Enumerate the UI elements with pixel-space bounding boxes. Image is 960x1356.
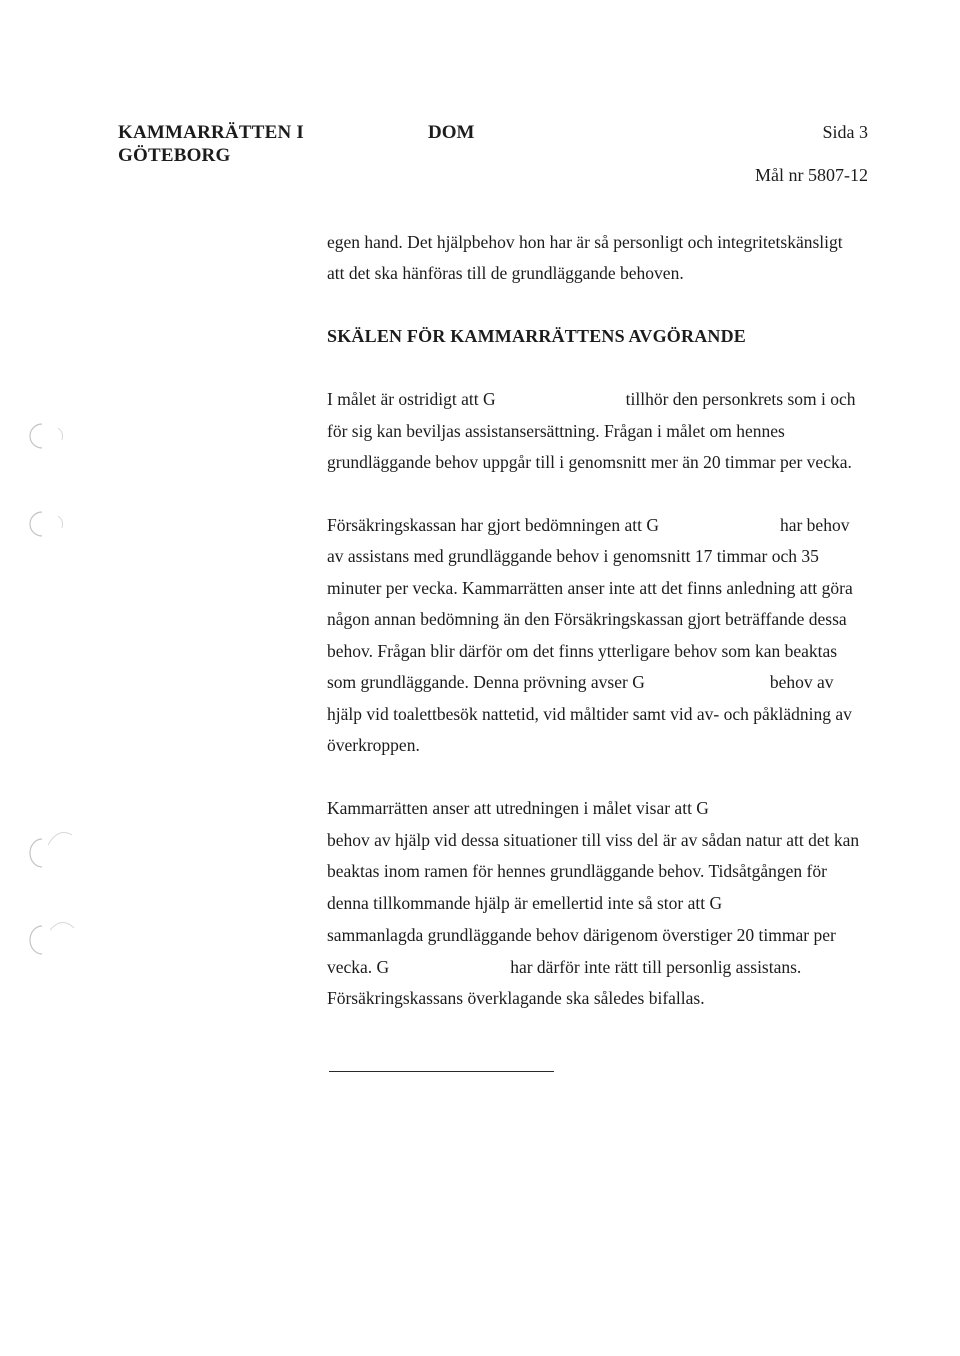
body-line: Kammarrätten anser att utredningen i målet visar att G <box>327 798 709 818</box>
body-line <box>327 514 849 536</box>
page-number: Sida 3 <box>822 122 868 142</box>
body-line: för sig kan beviljas assistansersättning. Frågan i målet om hennes <box>327 421 785 441</box>
punch-hole-mark <box>28 825 84 875</box>
body-line-segment: vecka. G <box>327 957 390 977</box>
body-line-segment: har därför inte rätt till personlig assistans. <box>510 957 802 977</box>
body-line: beaktas inom ramen för hennes grundläggande behov. Tidsåtgången för <box>327 861 827 881</box>
punch-hole-mark <box>28 912 84 962</box>
body-line <box>327 671 834 693</box>
body-line-segment: behov av <box>769 672 834 692</box>
body-line: hjälp vid toalettbesök nattetid, vid måltider samt vid av- och påklädning av <box>327 704 852 724</box>
body-line: egen hand. Det hjälpbehov hon har är så personligt och integritetskänsligt <box>327 232 843 252</box>
court-name-line2: GÖTEBORG <box>118 145 231 166</box>
body-line: någon annan bedömning än den Försäkringskassan gjort beträffande dessa <box>327 609 847 629</box>
punch-hole-mark <box>28 506 78 542</box>
body-line: behov av hjälp vid dessa situationer till viss del är av sådan natur att det kan <box>327 830 860 850</box>
body-line: överkroppen. <box>327 735 420 755</box>
body-line: minuter per vecka. Kammarrätten anser inte att det finns anledning att göra <box>327 578 853 598</box>
body-line: behov. Frågan blir därför om det finns ytterligare behov som kan beaktas <box>327 641 838 661</box>
body-line-segment: har behov <box>779 515 850 535</box>
body-line-segment: tillhör den personkrets som i och <box>625 389 856 409</box>
body-line: sammanlagda grundläggande behov därigenom överstiger 20 timmar per <box>327 925 836 945</box>
body-line-segment: I målet är ostridigt att G <box>327 389 496 409</box>
body-line-segment: Försäkringskassan har gjort bedömningen att G <box>327 515 659 535</box>
court-name-line1: KAMMARRÄTTEN I <box>118 122 304 143</box>
case-number: Mål nr 5807-12 <box>755 165 868 185</box>
document-type: DOM <box>428 122 475 143</box>
body-line: grundläggande behov uppgår till i genomsnitt mer än 20 timmar per vecka. <box>327 452 852 472</box>
body-line: att det ska hänföras till de grundläggande behoven. <box>327 263 684 283</box>
punch-hole-mark <box>28 418 78 454</box>
body-line <box>327 956 801 978</box>
body-line: denna tillkommande hjälp är emellertid inte så stor att G <box>327 893 723 913</box>
body-line <box>327 388 856 410</box>
closing-divider <box>329 1071 554 1072</box>
section-heading: SKÄLEN FÖR KAMMARRÄTTENS AVGÖRANDE <box>327 326 747 346</box>
body-line-segment: som grundläggande. Denna prövning avser G <box>327 672 645 692</box>
body-line: Försäkringskassans överklagande ska således bifallas. <box>327 988 705 1008</box>
court-name <box>118 121 304 167</box>
body-line: av assistans med grundläggande behov i genomsnitt 17 timmar och 35 <box>327 546 819 566</box>
